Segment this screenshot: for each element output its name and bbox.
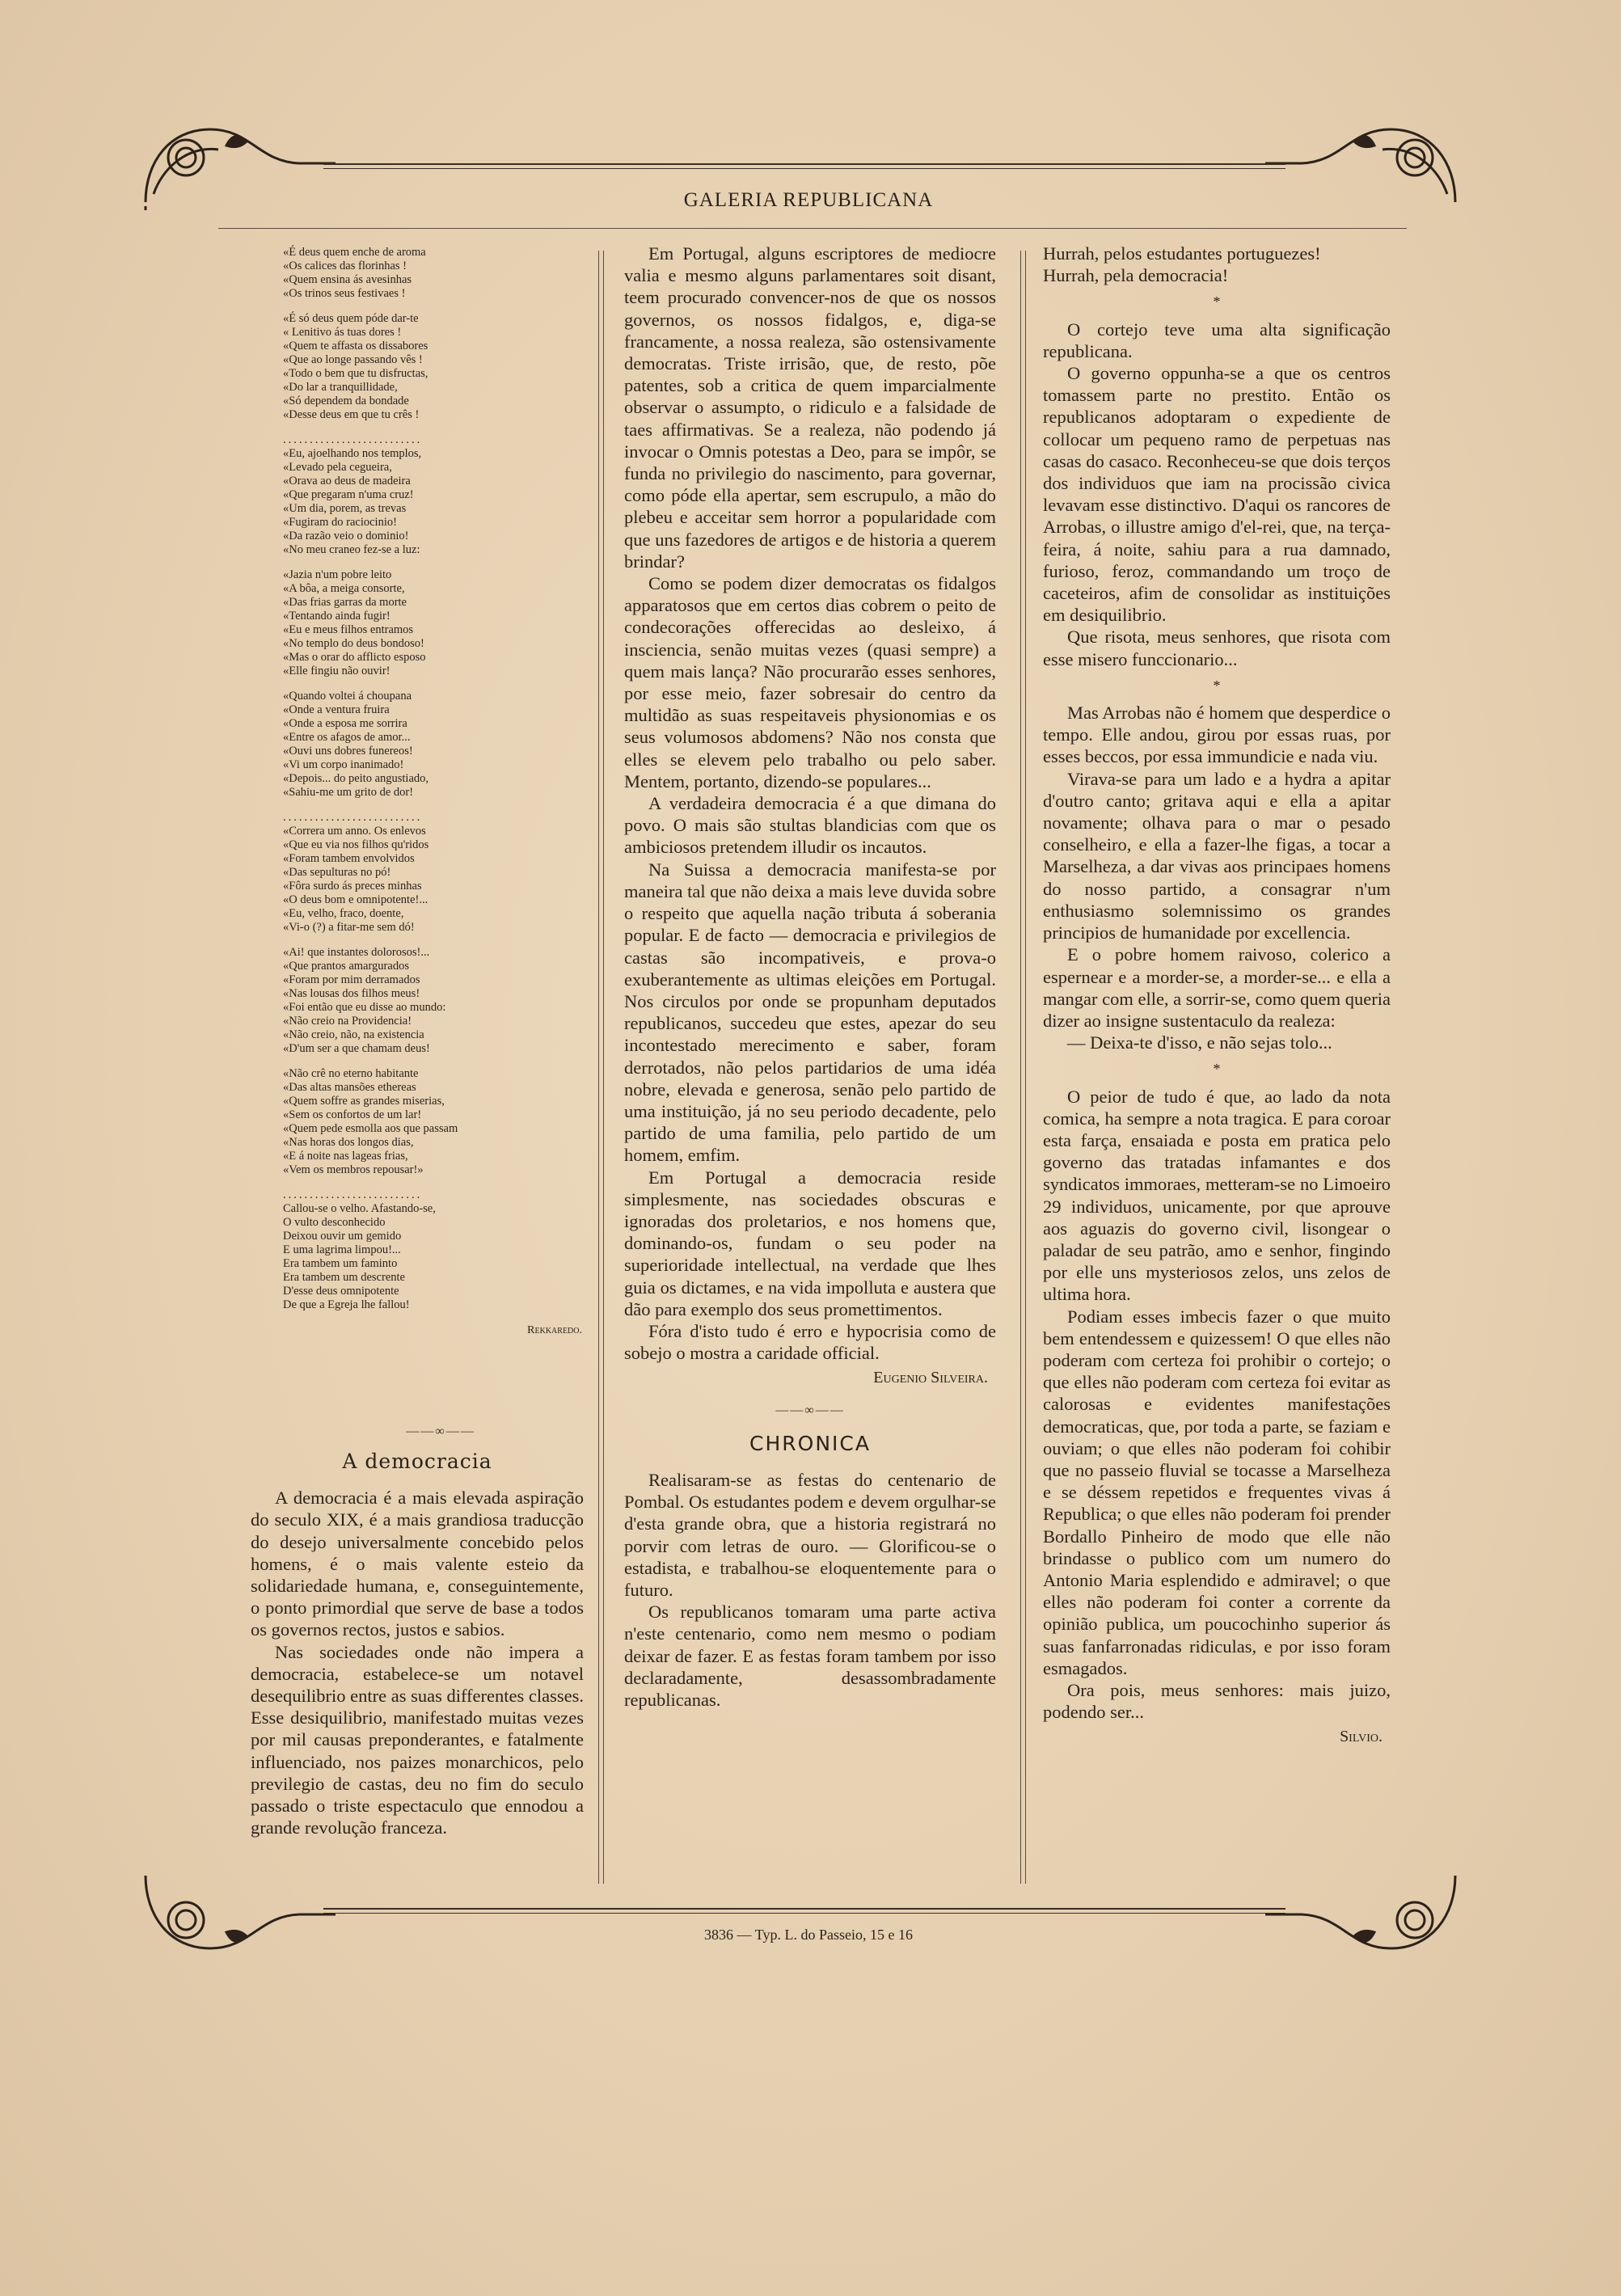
printer-footer: 3836 — Typ. L. do Passeio, 15 e 16 (704, 1927, 913, 1943)
article-paragraph: Fóra d'isto tudo é erro e hypocrisia como de sobejo o mostra a caridade official. (624, 1320, 996, 1364)
article-paragraph: O governo oppunha-se a que os centros tomassem parte no prestito. Então os republicanos adoptaram o expediente de collocar um pequeno ramo de perpetuas nas casas do casaco. Reconheceu-se que dois terços dos individuos que iam na procissão civica levavam esse distinctivo. D'aqui os rancores de Arrobas, o illustre amigo d'el-rei, que, na terça-feira, á noite, sahiu para a rua damnado, furioso, feroz, commandando um troço de caceteiros, afim de consolidar as instituições em desiquilibrio. (1043, 363, 1391, 626)
article-paragraph: Os republicanos tomaram uma parte activa n'este centenario, como nem mesmo o podiam deixar de fazer. E as festas foram tambem por isso declaradamente, desassombradamente republicanas. (624, 1602, 996, 1710)
poem-stanza: «Ai! que instantes dolorosos!... «Que prantos amargurados «Foram por mim derramados «Nas lousas dos filhos meus! «Foi então que eu disse ao mundo: «Não creio na Providencia! «Não creio, não, na existencia «D'um ser a que chamam deus! (283, 946, 446, 1055)
section-star: * (1213, 677, 1221, 694)
frame-top-rule (323, 163, 1285, 165)
chronica-hurrah: Hurrah, pela democracia! (1043, 265, 1229, 286)
article-paragraph: A verdadeira democracia é a que dimana do povo. O mais são stultas blandicias com que os ambiciosos pretendem illudir os incautos. (624, 793, 996, 858)
article-paragraph: Em Portugal, alguns escriptores de mediocre valia e mesmo alguns parlamentares soit disant, teem procurado convencer-nos de que os nossos governos, os nossos fidalgos, e, diga-se francamente, a nossa realeza, são ostensivamente democratas. Triste irrisão, que, de resto, põe patentes, sob a critica de quem imparcialmente observar o assumpto, o ridiculo e a falsidade de taes affirmativas. Se a realeza, não podendo já invocar o Omnis potestas a Deo, para se impôr, se funda no privilegio do nascimento, para governar, como póde ella apertar, sem escrupulo, a mão do plebeu e acceitar sem horror a popularidade com que uns fazedores de artigos e de historia a querem brindar? (624, 243, 996, 572)
section-star: * (1213, 1061, 1221, 1078)
section-star: * (1213, 293, 1221, 310)
poem-stanza: «Não crê no eterno habitante «Das altas mansões ethereas «Quem soffre as grandes miserias, «Sem os confortos de um lar! «Quem pede esmolla aos que passam «Nas horas dos longos dias, «E á noite nas lageas frias, «Vem os membros repousar!» (283, 1067, 458, 1176)
poem-stanza: «Jazia n'um pobre leito «A bôa, a meiga consorte, «Das frias garras da morte «Tentando ainda fugir! «Eu e meus filhos entramos «No templo do deus bondoso! «Mas o orar do afflicto esposo «Elle fingiu não ouvir! (283, 568, 426, 677)
frame-bottom-rule (323, 1908, 1285, 1910)
header-rule (218, 228, 1407, 229)
ornament-top-left-icon (137, 113, 340, 210)
ornament-bottom-left-icon (137, 1868, 340, 1965)
chronica-hurrah: Hurrah, pelos estudantes portuguezes! (1043, 243, 1321, 264)
column-divider-1 (598, 251, 599, 1884)
ornament-bottom-right-icon (1261, 1868, 1463, 1965)
poem-stanza: «Correra um anno. Os enlevos «Que eu via nos filhos qu'ridos «Foram tambem envolvidos «Das sepulturas no pó! «Fôra surdo ás preces minhas «O deus bom e omnipotente!... «Eu, velho, fraco, doente, «Vi-o (?) a fitar-me sem dó! (283, 825, 429, 934)
democracia-column-1 (251, 1439, 584, 1838)
article-title-democracia: A democracia (342, 1450, 492, 1473)
poem-stanza: «É deus quem enche de aroma «Os calices das florinhas ! «Quem ensina ás avesinhas «Os trinos seus festivaes ! (283, 246, 426, 300)
article-signature: Eugenio Silveira. (873, 1369, 988, 1387)
article-signature: Silvio. (1340, 1728, 1382, 1746)
poem-stanza: «É só deus quem póde dar-te « Lenitivo ás tuas dores ! «Quem te affasta os dissabores «Que ao longe passando vês ! «Todo o bem que tu disfructas, «Do lar a tranquillidade, «Só dependem da bondade «Desse deus em que tu crês ! (283, 312, 428, 421)
frame-bottom-rule-inner (323, 1913, 1285, 1914)
poem-signature: Rekkaredo. (527, 1324, 582, 1336)
column-divider-2 (1020, 251, 1021, 1884)
article-paragraph: Na Suissa a democracia manifesta-se por maneira tal que não deixa a mais leve duvida sobre o respeito que aquella nação tributa á soberania popular. E de facto — democracia e privilegios de castas são incompativeis, e prova-o exuberantemente as ultimas eleições em Portugal. Nos circulos por onde se propunham deputados republicanos, succedeu que estes, apezar do seu incontestado merecimento e saber, foram derrotados, não pelos partidarios de uma idéa nobre, elevada e generosa, senão pelo partido de uma instituição, já no seu periodo decadente, pelo partido de uma familia, pelo partido de um homem, emfim. (624, 859, 996, 1166)
article-title-chronica: CHRONICA (749, 1431, 871, 1455)
article-paragraph: Virava-se para um lado e a hydra a apitar d'outro canto; gritava aqui e ella a apitar novamente; olhava para o mar o pesado conselheiro, e ella a fazer-lhe figas, a tocar a Marselheza, a dar vivas aos principaes homens do nosso partido, a consagrar n'um enthusiasmo solemnissimo os grandes principios de humanidade por excellencia. (1043, 768, 1391, 943)
article-paragraph: Realisaram-se as festas do centenario de Pombal. Os estudantes podem e devem orgulhar-se d'esta grande obra, que a historia registrará no porvir com letras de ouro. — Glorificou-se o estadista, e trabalhou-se eloquentemente para o futuro. (624, 1469, 996, 1600)
article-paragraph: O peior de tudo é que, ao lado da nota comica, ha sempre a nota tragica. E para coroar esta farça, ensaiada e posta em pratica pelo governo das tratadas infamantes e dos syndicatos immoraes, metteram-se no Limoeiro 29 individuos, unicamente, por que aprouve aos aguazis do governo civil, lisongear o paladar de seu patrão, amo e senhor, fingindo por elle uns mysteriosos zelos, uns zelos de ultima hora. (1043, 1086, 1391, 1305)
article-paragraph: A democracia é a mais elevada aspiração do seculo XIX, é a mais grandiosa traducção do desejo universalmente concebido pelos homens, é o mais valente esteio da solidariedade humana, e, conseguintemente, o ponto primordial que serve de base a todos os governos rectos, justos e sabios. (251, 1488, 584, 1640)
poem-separator: .......................... (283, 433, 423, 446)
poem-column (283, 246, 582, 1337)
poem-stanza: «Eu, ajoelhando nos templos, «Levado pela cegueira, «Orava ao deus de madeira «Que pregaram n'uma cruz! «Um dia, porem, as trevas «Fugiram do raciocinio! «Da razão veio o dominio! «No meu craneo fez-se a luz: (283, 447, 422, 556)
article-paragraph: Mas Arrobas não é homem que desperdice o tempo. Elle andou, girou por essas ruas, por esses beccos, por essa immundicie e nada viu. (1043, 703, 1391, 767)
article-paragraph: — Deixa-te d'isso, e não sejas tolo... (1067, 1032, 1332, 1053)
article-paragraph: Nas sociedades onde não impera a democracia, estabelece-se um notavel desequilibrio entre as suas differentes classes. Esse desiquilibrio, manifestado muitas vezes por mil causas preponderantes, e fatalmente influenciado, nos paizes monarchicos, pelo previlegio de castas, deu no fim do seculo passado o triste espectaculo que ennodou a grande revolução franceza. (251, 1641, 584, 1838)
article-paragraph: O cortejo teve uma alta significação republicana. (1043, 319, 1391, 361)
poem-separator: .......................... (283, 811, 423, 824)
article-paragraph: Em Portugal a democracia reside simplesmente, nas sociedades obscuras e ignoradas dos proletarios, e nos homens que, dominando-os, fundam o seu poder na superioridade intellectual, na verdade que lhes guia os dictames, e na vida impolluta e austera que dão para exemplo dos seus promettimentos. (624, 1167, 996, 1319)
article-paragraph: Podiam esses imbecis fazer o que muito bem entendessem e quizessem! O que elles não poderam com certeza foi prohibir o cortejo; o que elles não poderam com certeza foi evitar as calorosas e evidentes manifestações democraticas, que, por toda a parte, se faziam e ouviam; o que elles não poderam foi cohibir que no passeio fluvial se tocasse a Marselheza e se déssem repetidos e frequentes vivas á Republica; o que elles não poderam foi prender Bordallo Pinheiro de modo que elle não brindasse o publico com um numero do Antonio Maria esplendido e admiravel; o que elles não poderam foi conter a corrente da opinião publica, um poucochinho superior ás suas fanfarronadas ridiculas, e por isso foram esmagados. (1043, 1306, 1391, 1678)
democracia-column-2 (624, 243, 996, 1711)
chronica-column-3 (1043, 243, 1391, 1749)
article-paragraph: E o pobre homem raivoso, colerico a espernear e a morder-se, a morder-se... e ella a mangar com elle, a sorrir-se, como quem queria dizer ao insigne sustentaculo da realeza: (1043, 944, 1391, 1031)
ornament-small: ——∞—— (406, 1424, 475, 1438)
article-paragraph: Como se podem dizer democratas os fidalgos apparatosos que em certos dias cobrem o peito de condecorações offerecidas ao desleixo, á insciencia, senão muitas vezes (quasi sempre) a quem mais lança? Não procurarão esses senhores, por esse meio, fazer sobresair do centro da multidão as suas respeitaveis physionomias e os seus volumosos abdomens? Não nos consta que elles se elevem pelo trabalho ou pelo saber. Mentem, portanto, dizendo-se populares... (624, 573, 996, 791)
poem-stanza: Callou-se o velho. Afastando-se, O vulto desconhecido Deixou ouvir um gemido E uma lagrima limpou!... Era tambem um faminto Era tambem um descrente D'esse deus omnipotente De que a Egreja lhe fallou! (283, 1202, 436, 1311)
page-header-title: GALERIA REPUBLICANA (683, 189, 934, 211)
ornament-small: ——∞—— (775, 1403, 845, 1417)
article-paragraph: Que risota, meus senhores, que risota com esse misero funccionario... (1043, 627, 1391, 669)
ornament-top-right-icon (1261, 113, 1463, 210)
article-paragraph: Ora pois, meus senhores: mais juizo, podendo ser... (1043, 1680, 1391, 1723)
poem-stanza: «Quando voltei á choupana «Onde a ventura fruira «Onde a esposa me sorrira «Entre os afagos de amor... «Ouvi uns dobres funereos! «Vi um corpo inanimado! «Depois... do peito angustiado, «Sahiu-me um grito de dor! (283, 690, 429, 799)
frame-top-rule-inner (323, 168, 1285, 169)
poem-separator: .......................... (283, 1188, 423, 1201)
